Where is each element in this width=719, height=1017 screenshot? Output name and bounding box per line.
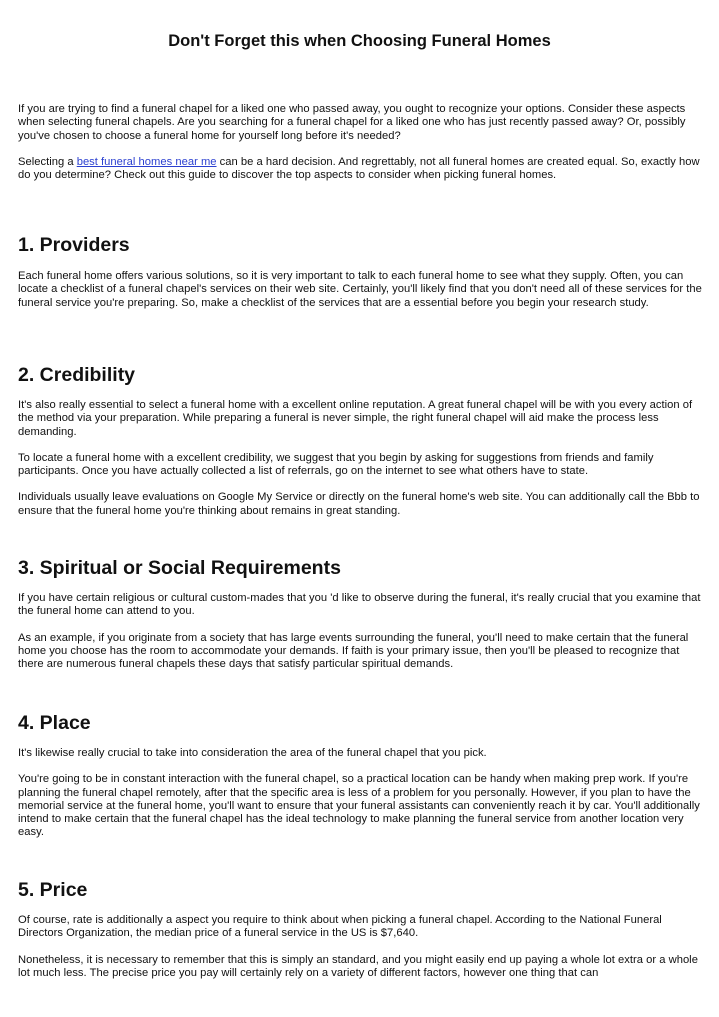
section-paragraph: It's also really essential to select a funeral home with a excellent online reputation. A great funeral chapel will be with you every action of the method via your preparation. While preparing a funeral is never simple, the right funeral chapel will aid make the process less demanding. <box>18 399 693 438</box>
section-spiritual-requirements <box>18 556 706 684</box>
section-paragraph: To locate a funeral home with a excellent credibility, we suggest that you begin by asking for suggestions from friends and family participants. Once you have actually collected a list of referrals, go on the internet to see what others have to state. <box>18 451 654 478</box>
section-heading: 1. Providers <box>18 234 130 256</box>
section-heading: 4. Place <box>18 712 91 734</box>
section-credibility <box>18 363 706 531</box>
section-paragraph: Individuals usually leave evaluations on Google My Service or directly on the funeral home's web site. You can additionally call the Bbb to ensure that the funeral home you're thinking about remains in great standing. <box>18 491 700 517</box>
section-paragraph: It's likewise really crucial to take into consideration the area of the funeral chapel that you pick. <box>18 747 487 759</box>
intro-text-before-link: Selecting a <box>18 155 77 168</box>
section-paragraph: Each funeral home offers various solutions, so it is very important to talk to each funeral home to see what they supply. Often, you can locate a checklist of a funeral chapel's services on their web site. Certainly, you'll likely find that you don't need all of these services for the funeral service you're preparing. So, make a checklist of the services that are a essential before you begin your research study. <box>18 270 702 309</box>
intro-paragraph-2 <box>18 156 706 183</box>
section-place <box>18 711 706 853</box>
intro-text-after-link: can be a hard decision. And regrettably, not all funeral homes are created equal. So, exactly how do you determine? Check out this guide to discover the top aspects to consider when picking funeral homes. <box>18 155 700 182</box>
section-paragraph: As an example, if you originate from a society that has large events surrounding the funeral, you'll need to make certain that the funeral home you choose has the room to accommodate your demands. If faith is your primary issue, then you'll be pleased to recognize that there are numerous funeral chapels these days that satisfy particular spiritual demands. <box>18 631 689 671</box>
page-title: Don't Forget this when Choosing Funeral Homes <box>168 32 551 50</box>
funeral-homes-link[interactable]: best funeral homes near me <box>76 155 217 168</box>
section-providers <box>18 233 706 323</box>
section-heading: 3. Spiritual or Social Requirements <box>18 557 341 579</box>
section-paragraph: Nonetheless, it is necessary to remember that this is simply an standard, and you might easily end up paying a whole lot extra or a whole lot much less. The precise price you pay will certainly rely on a variety of different factors, however one thing that can <box>18 953 698 979</box>
section-heading: 2. Credibility <box>18 364 136 386</box>
section-heading: 5. Price <box>18 879 88 901</box>
section-paragraph: If you have certain religious or cultural custom-mades that you 'd like to observe during the funeral, it's really crucial that you examine that the funeral home can attend to you. <box>18 592 701 618</box>
intro <box>18 103 706 195</box>
section-paragraph: You're going to be in constant interaction with the funeral chapel, so a practical location can be handy when making prep work. If you're planning the funeral chapel remotely, after that the specific area is less of a problem for you personally. However, if you plan to have the memorial service at the funeral home, you'll want to ensure that your funeral assistants can conveniently reach it by car. You'll additionally intend to make certain that the funeral chapel has the ideal technology to make planning the funeral service from another location very easy. <box>18 773 700 839</box>
intro-paragraph-1: If you are trying to find a funeral chapel for a liked one who passed away, you ought to recognize your options. Consider these aspects when selecting funeral chapels. Are you searching for a funeral chapel for a liked one who has just recently passed away? Or, possibly you've chosen to choose a funeral home for yourself long before it's needed? <box>18 103 686 142</box>
section-paragraph: Of course, rate is additionally a aspect you require to think about when picking a funeral chapel. According to the National Funeral Directors Organization, the median price of a funeral service in the US is $7,640. <box>18 914 662 940</box>
section-price <box>18 878 706 993</box>
